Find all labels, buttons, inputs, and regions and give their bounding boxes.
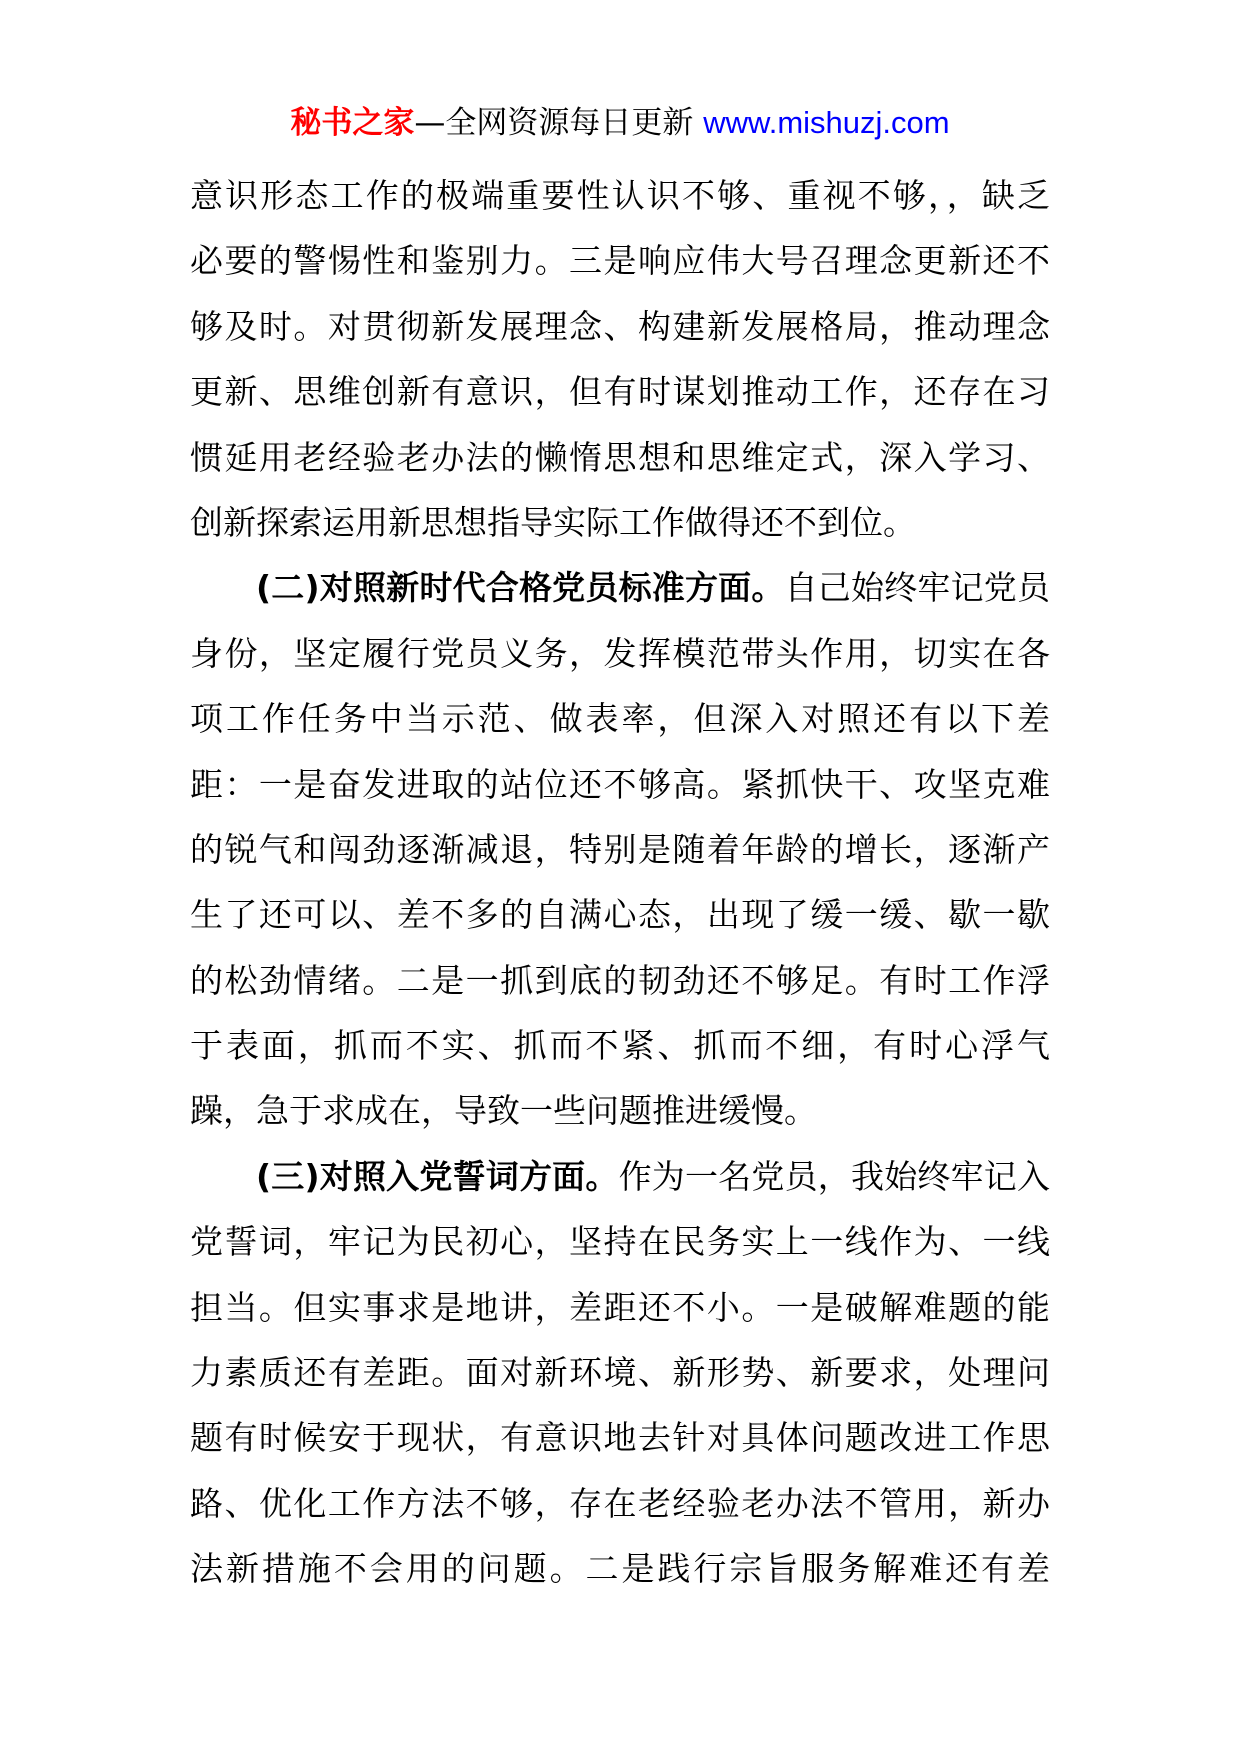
- section-heading: (三)对照入党誓词方面。: [256, 1156, 619, 1196]
- text-line: 更新、思维创新有意识，但有时谋划推动工作，还存在习: [190, 372, 1050, 412]
- text-line: 项工作任务中当示范、做表率，但深入对照还有以下差: [190, 699, 1050, 739]
- text-line: 法新措施不会用的问题。二是践行宗旨服务解难还有差: [190, 1549, 1050, 1589]
- text-line: 创新探索运用新思想指导实际工作做得还不到位。: [190, 502, 916, 542]
- text-line: 意识形态工作的极端重要性认识不够、重视不够，，缺乏: [190, 176, 1050, 215]
- text-line: 躁，急于求成在，导致一些问题推进缓慢。: [190, 1091, 817, 1131]
- paragraph-first-line: [190, 555, 1050, 620]
- text-line: 路、优化工作方法不够，存在老经验老办法不管用，新办: [190, 1483, 1050, 1523]
- text-span: 作为一名党员，我始终牢记入: [618, 1156, 1050, 1196]
- site-url-link[interactable]: www.mishuzj.com: [703, 105, 950, 140]
- text-line: 身份，坚定履行党员义务，发挥模范带头作用，切实在各: [190, 633, 1050, 673]
- text-line: 力素质还有差距。面对新环境、新形势、新要求，处理问: [190, 1353, 1050, 1393]
- text-line: 惯延用老经验老办法的懒惰思想和思维定式，深入学习、: [190, 437, 1050, 477]
- site-tagline: —全网资源每日更新: [414, 105, 704, 141]
- text-line: 距：一是奋发进取的站位还不够高。紧抓快干、攻坚克难: [190, 764, 1050, 804]
- paragraph-first-line: [190, 1144, 1050, 1209]
- text-line: 的锐气和闯劲逐渐减退，特别是随着年龄的增长，逐渐产: [190, 829, 1050, 869]
- text-line: 于表面，抓而不实、抓而不紧、抓而不细，有时心浮气: [190, 1026, 1050, 1066]
- text-line: 题有时候安于现状，有意识地去针对具体问题改进工作思: [190, 1418, 1050, 1458]
- text-line: 够及时。对贯彻新发展理念、构建新发展格局，推动理念: [190, 306, 1050, 346]
- text-line: 生了还可以、差不多的自满心态，出现了缓一缓、歇一歇: [190, 895, 1050, 935]
- text-line: 的松劲情绪。二是一抓到底的韧劲还不够足。有时工作浮: [190, 960, 1050, 1000]
- document-body: [190, 163, 1050, 1602]
- text-span: 自己始终牢记党员: [784, 568, 1050, 608]
- text-line: 必要的警惕性和鉴别力。三是响应伟大号召理念更新还不: [190, 241, 1050, 281]
- text-line: 担当。但实事求是地讲，差距还不小。一是破解难题的能: [190, 1287, 1050, 1327]
- section-heading: (二)对照新时代合格党员标准方面。: [256, 568, 785, 608]
- site-header: [0, 101, 1240, 145]
- text-line: 党誓词，牢记为民初心，坚持在民务实上一线作为、一线: [190, 1222, 1050, 1262]
- site-brand: 秘书之家: [290, 105, 415, 141]
